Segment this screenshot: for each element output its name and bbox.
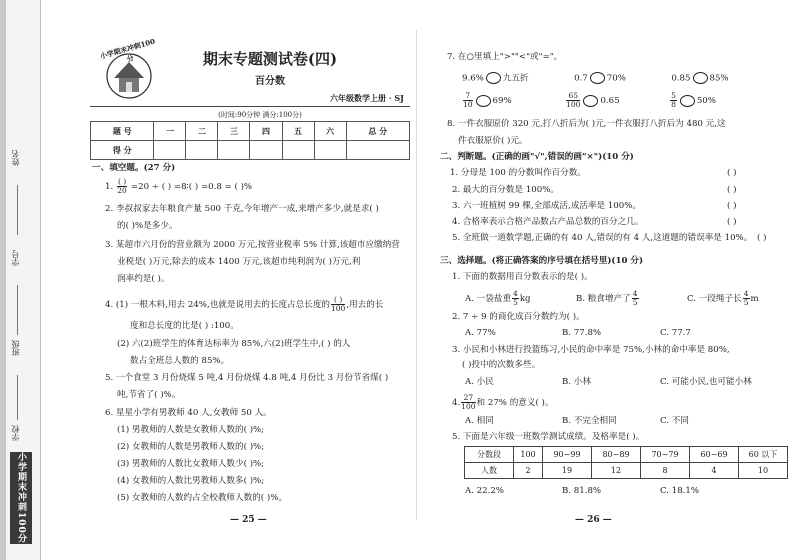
name-label: 姓名 (11, 150, 20, 166)
name-line (17, 185, 18, 235)
binding-stripe (0, 0, 6, 560)
judge-item: 2. 最大的百分数是 100%。 (452, 185, 559, 195)
question-4-line1 (105, 296, 383, 313)
question-6-1: (1) 男教师的人数是女教师人数的( )%; (117, 425, 265, 435)
option-c[interactable]: C. 一段绳子长 (687, 294, 742, 304)
table-cell: 60~69 (690, 447, 739, 463)
question-6-2: (2) 女教师的人数是男教师人数的( )%; (117, 442, 265, 452)
fraction-numerator: 7 (463, 92, 473, 101)
option-unit: kg (519, 294, 531, 304)
question-7-row2 (462, 92, 716, 109)
fraction-denominator: 100 (331, 304, 346, 313)
option-a[interactable]: A. 77% (465, 328, 496, 338)
q1-fraction (117, 178, 127, 195)
question-5-line1: 5. 一个食堂 3 月份烧煤 5 吨,4 月份烧煤 4.8 吨,4 月份比 3 月份节省煤( ) (105, 373, 389, 383)
q7-fraction (566, 92, 580, 109)
fraction-numerator: 65 (566, 92, 580, 101)
score-header-row (91, 122, 410, 141)
table-row (465, 463, 788, 479)
binding-strip (0, 0, 41, 560)
table-cell: 分数段 (465, 447, 514, 463)
choice-question-3-line1: 3. 小民和小林进行投篮练习,小民的命中率是 75%,小林的命中率是 80%, (452, 345, 730, 355)
fraction-denominator: 5 (632, 298, 638, 307)
q7-item: 85% (709, 73, 729, 84)
q7-fraction (463, 92, 473, 109)
question-1 (105, 178, 252, 195)
section-fill-blank: 一、填空题。(27 分) (92, 163, 176, 173)
choice-question-5: 5. 下面是六年级一班数学测试成绩。及格率是( )。 (452, 432, 645, 442)
q7-fraction (670, 92, 677, 109)
score-cell: 得 分 (91, 141, 154, 160)
judge-item: 5. 全班做一道数学题,正确的有 40 人,错误的有 4 人,这道题的错误率是 10%。 (452, 233, 753, 243)
fraction-numerator: 27 (461, 394, 475, 403)
choice-question-1: 1. 下面的数据用百分数表示的是( )。 (452, 272, 593, 282)
table-cell: 4 (690, 463, 739, 479)
question-3-line3: 润率约是( )。 (117, 274, 170, 284)
table-cell: 10 (739, 463, 788, 479)
table-cell: 8 (641, 463, 690, 479)
option-a[interactable]: A. 22.2% (465, 486, 504, 496)
question-4-line3: (2) 六(2)班学生的体育达标率为 85%,六(2)班学生中,( ) 的人 (117, 339, 351, 349)
question-6-4: (4) 女教师的人数比男教师人数多( )%; (117, 476, 265, 486)
page-title: 期末专题测试卷(四) (202, 50, 338, 68)
option-unit: m (750, 294, 759, 304)
compare-circle[interactable] (476, 95, 491, 107)
score-cell: 总 分 (346, 122, 409, 141)
q1-text: =20 ÷ ( ) =8∶( ) =0.8 = ( )% (130, 182, 253, 192)
class-label: 班级 (11, 340, 20, 356)
question-4-line4: 数占全班总人数的 85%。 (130, 356, 230, 366)
compare-circle[interactable] (583, 95, 598, 107)
section-true-false: 二、判断题。(正确的画"√",错误的画"×")(10 分) (440, 152, 634, 162)
q7-item: 9.6% (462, 73, 484, 84)
question-6-5: (5) 女教师的人数约占全校教师人数的( )%。 (117, 493, 288, 503)
option-a[interactable]: A. 一袋盐重 (465, 294, 512, 304)
series-badge: 小学期末冲刺100分 (10, 452, 32, 544)
fraction-denominator: 5 (743, 298, 749, 307)
table-cell: 100 (514, 447, 543, 463)
fraction-numerator: 5 (671, 91, 676, 100)
score-input-cell[interactable] (218, 141, 250, 160)
answer-paren[interactable]: ( ) (757, 233, 767, 243)
header-rule (90, 106, 410, 107)
option-c[interactable]: C. 77.7 (660, 328, 691, 338)
question-3-line1: 3. 某超市六月份的营业额为 2000 万元,按营业税率 5% 计算,该超市应缴纳营 (105, 240, 400, 250)
choice-question-4 (452, 394, 554, 411)
question-7: 7. 在○里填上">""<"或"="。 (447, 52, 563, 62)
q7-item: 0.7 (574, 73, 588, 84)
fraction-numerator: 4 (513, 289, 518, 298)
table-cell: 70~79 (641, 447, 690, 463)
score-input-cell[interactable] (346, 141, 409, 160)
logo-text: 小学期末冲刺100分 (99, 36, 156, 64)
judge-item: 4. 合格率表示合格产品数占产品总数的百分之几。 (452, 217, 644, 227)
option-b[interactable]: B. 77.8% (562, 328, 602, 338)
fraction-numerator: ( ) (331, 296, 345, 305)
option-fraction (632, 290, 639, 307)
option-c[interactable]: C. 可能小民,也可能小林 (660, 377, 752, 387)
judge-item: 3. 六一班植树 99 棵,全部成活,成活率是 100%。 (452, 201, 642, 211)
table-cell: 60 以下 (739, 447, 788, 463)
q7-item: 70% (606, 73, 626, 84)
page-number-right: — 26 — (575, 515, 612, 525)
q1-number: 1. (105, 182, 114, 192)
question-6: 6. 星星小学有男教师 40 人,女教师 50 人。 (105, 408, 272, 418)
q7-item: 50% (696, 96, 716, 106)
question-7-row1 (462, 72, 729, 85)
score-cell: 五 (282, 122, 314, 141)
option-a[interactable]: A. 小民 (465, 377, 494, 387)
question-8-line2: 件衣服原价( )元。 (458, 136, 528, 146)
q4-text-end: ,用去的长 (346, 300, 384, 310)
grade-label: 六年级数学上册 · SJ (330, 93, 404, 103)
option-b[interactable]: B. 不完全相同 (562, 416, 617, 426)
question-2-line1: 2. 李叔叔家去年粮食产量 500 千克,今年增产一成,来增产多少,就是求( ) (105, 204, 379, 214)
score-input-cell[interactable] (250, 141, 282, 160)
q7-item: 九五折 (502, 73, 529, 84)
table-cell: 80~89 (592, 447, 641, 463)
table-row (465, 447, 788, 463)
id-line (17, 285, 18, 335)
score-cell: 六 (314, 122, 346, 141)
grade-distribution-table (464, 446, 788, 479)
section-multiple-choice: 三、选择题。(将正确答案的序号填在括号里)(10 分) (440, 256, 644, 266)
question-2-line2: 的( )%是多少。 (117, 221, 178, 231)
answer-paren[interactable]: ( ) (727, 201, 737, 211)
score-cell: 题 号 (91, 122, 154, 141)
fraction-denominator: 100 (461, 402, 476, 411)
choice-question-3-line2: ( )投中的次数多些。 (462, 360, 541, 370)
option-a[interactable]: A. 相同 (465, 416, 494, 426)
option-fraction (512, 290, 519, 307)
page-number-left: — 25 — (230, 515, 267, 525)
q4-fraction (331, 296, 345, 313)
score-input-cell[interactable] (154, 141, 186, 160)
score-cell: 三 (218, 122, 250, 141)
question-8-line1: 8. 一件衣服原价 320 元,打八折后为( )元,一件衣服打八折后为 480 元,这 (447, 119, 726, 129)
class-line (17, 375, 18, 420)
option-b[interactable]: B. 81.8% (562, 486, 602, 496)
fraction-denominator: 8 (671, 100, 676, 109)
choice-1-options (465, 290, 759, 307)
fraction-denominator: 100 (566, 100, 581, 109)
answer-paren[interactable]: ( ) (727, 217, 737, 227)
time-info: (时间:90分钟 满分:100分) (218, 111, 302, 119)
table-cell: 人数 (465, 463, 514, 479)
score-cell: 四 (250, 122, 282, 141)
compare-circle[interactable] (680, 95, 695, 107)
option-b[interactable]: B. 小林 (562, 377, 591, 387)
question-4-line2: 度和总长度的比是( ) :100。 (130, 321, 239, 331)
option-b[interactable]: B. 粮食增产了 (576, 294, 631, 304)
question-5-line2: 吨,节省了( )%。 (117, 390, 181, 400)
fraction-numerator: ( ) (117, 177, 127, 186)
fraction-denominator: 10 (463, 100, 473, 109)
series-logo (98, 36, 160, 100)
question-6-3: (3) 男教师的人数比女教师人数少( )%; (117, 459, 265, 469)
score-table (90, 121, 410, 160)
q7-item: 0.85 (671, 73, 691, 84)
school-label: 学校 (11, 425, 20, 441)
table-cell: 19 (543, 463, 592, 479)
q-number: 4. (452, 398, 461, 408)
option-c[interactable]: C. 不同 (660, 416, 689, 426)
page-divider (416, 30, 417, 520)
student-id-label: 学号 (11, 250, 20, 266)
score-value-row (91, 141, 410, 160)
q4-text: 和 27% 的意义( )。 (476, 398, 554, 408)
fraction-denominator: 20 (117, 186, 127, 195)
answer-paren[interactable]: ( ) (727, 168, 737, 178)
compare-circle[interactable] (693, 72, 708, 84)
q4-fraction (461, 394, 475, 411)
question-3-line2: 业税是( )万元,除去的成本 1400 万元,该超市纯利润为( )万元,利 (117, 257, 361, 267)
compare-circle[interactable] (590, 72, 605, 84)
table-cell: 90~99 (543, 447, 592, 463)
q7-item: 69% (492, 96, 512, 106)
q4-text: 4. (1) 一根木料,用去 24%,也就是说用去的长度占总长度的 (105, 300, 331, 310)
compare-circle[interactable] (486, 72, 501, 84)
option-fraction (743, 290, 750, 307)
score-cell: 二 (186, 122, 218, 141)
score-input-cell[interactable] (314, 141, 346, 160)
option-c[interactable]: C. 18.1% (660, 486, 700, 496)
fraction-denominator: 5 (513, 298, 518, 307)
page-subtitle: 百分数 (255, 76, 285, 87)
q7-item: 0.65 (600, 96, 620, 106)
table-cell: 12 (592, 463, 641, 479)
answer-paren[interactable]: ( ) (727, 185, 737, 195)
fraction-numerator: 4 (743, 289, 749, 298)
choice-question-2: 2. 7 ÷ 9 的商化成百分数约为( )。 (452, 312, 585, 322)
judge-item: 1. 分母是 100 的分数叫作百分数。 (450, 168, 586, 178)
score-input-cell[interactable] (186, 141, 218, 160)
table-cell: 2 (514, 463, 543, 479)
fraction-numerator: 4 (632, 289, 638, 298)
score-input-cell[interactable] (282, 141, 314, 160)
score-cell: 一 (154, 122, 186, 141)
